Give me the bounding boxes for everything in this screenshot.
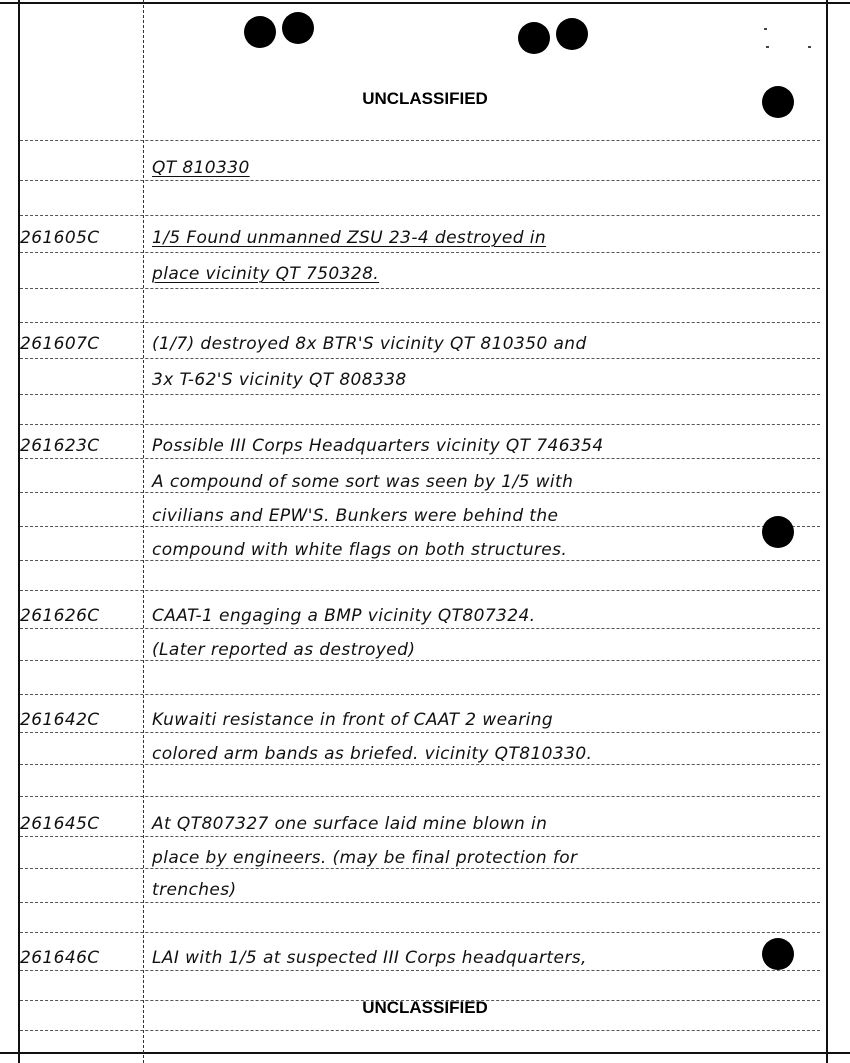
entry-line: 1/5 Found unmanned ZSU 23-4 destroyed in [152,228,547,248]
page-edge-left [18,0,20,1063]
entry-line: compound with white flags on both structures. [152,540,568,560]
classification-bottom: UNCLASSIFIED [362,998,488,1017]
ruled-line [20,288,820,289]
entry-line: place by engineers. (may be final protection for [152,848,578,868]
ruled-line [20,1030,820,1031]
entry-line: civilians and EPW'S. Bunkers were behind the [152,506,559,526]
entry-line: (1/7) destroyed 8x BTR'S vicinity QT 810350 and [152,334,587,354]
entry-dtg: 261642C [20,710,100,730]
ruled-line [20,694,820,695]
entry-dtg: 261605C [20,228,100,248]
ruled-line [20,732,820,733]
ruled-line [20,180,820,181]
scan-speck [766,46,769,48]
entry-line: Possible III Corps Headquarters vicinity QT 746354 [152,436,604,456]
entry-dtg: 261626C [20,606,100,626]
ruled-line [20,764,820,765]
punch-hole [762,516,794,548]
ruled-line [20,424,820,425]
ruled-line [20,252,820,253]
ruled-line [20,140,820,141]
ruled-line [20,836,820,837]
scan-speck [764,28,767,30]
ruled-line [20,932,820,933]
entry-dtg: 261607C [20,334,100,354]
classification-top: UNCLASSIFIED [362,89,488,108]
entry-dtg: 261645C [20,814,100,834]
ruled-line [20,902,820,903]
entry-dtg: 261623C [20,436,100,456]
ruled-line [20,394,820,395]
entry-line: A compound of some sort was seen by 1/5 with [152,472,574,492]
entry-line: trenches) [152,880,237,900]
entry-line: CAAT-1 engaging a BMP vicinity QT807324. [152,606,536,626]
punch-hole [556,18,588,50]
punch-hole [244,16,276,48]
ruled-line [20,458,820,459]
entry-line: 3x T-62'S vicinity QT 808338 [152,370,407,390]
entry-line: (Later reported as destroyed) [152,640,416,660]
ruled-line [20,560,820,561]
entry-line: colored arm bands as briefed. vicinity QT810330. [152,744,593,764]
scan-speck [808,46,811,48]
ruled-line [20,358,820,359]
entry-line: At QT807327 one surface laid mine blown in [152,814,548,834]
ruled-line [20,492,820,493]
ruled-line [20,970,820,971]
ruled-line [20,628,820,629]
ruled-line [20,322,820,323]
punch-hole [518,22,550,54]
entry-line: LAI with 1/5 at suspected III Corps headquarters, [152,948,587,968]
entry-dtg: 261646C [20,948,100,968]
entry-line: place vicinity QT 750328. [152,264,380,284]
punch-hole [282,12,314,44]
ruled-line [20,796,820,797]
margin-line [143,0,144,1063]
ruled-line [20,868,820,869]
ruled-line [20,215,820,216]
punch-hole [762,938,794,970]
page-edge-top [0,2,850,4]
ruled-line [20,660,820,661]
entry-line: Kuwaiti resistance in front of CAAT 2 wearing [152,710,554,730]
ruled-line [20,526,820,527]
page-edge-right [826,0,828,1063]
header-grid-reference: QT 810330 [152,158,250,178]
page-edge-bottom [0,1052,850,1054]
ruled-line [20,590,820,591]
